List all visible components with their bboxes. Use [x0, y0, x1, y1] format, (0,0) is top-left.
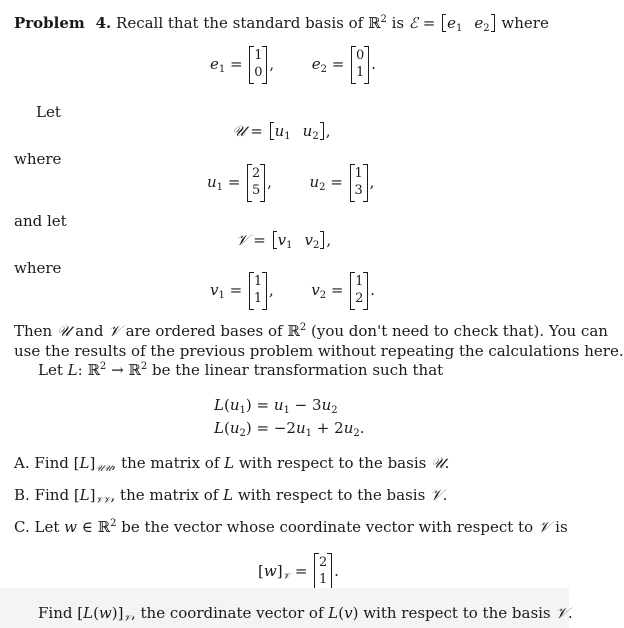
- paragraph-line-2: use the results of the previous problem without repeating the calculations here.: [14, 342, 624, 360]
- v2-column-vector: 1 2: [350, 272, 368, 310]
- word-where-1: where: [14, 150, 62, 168]
- basis-V-definition: 𝒱 = $v_1$ $v_2$ ,: [236, 231, 332, 251]
- word-where-2: where: [14, 259, 62, 277]
- u1-column-vector: 2 5: [247, 164, 265, 202]
- part-c: C. Let w ∈ ℝ$^2$ be the vector whose coordinate vector with respect to 𝒱 is: [14, 518, 568, 536]
- problem-intro: Recall that the standard basis of: [116, 14, 364, 32]
- paragraph-line-1: Then 𝒰 and 𝒱 are ordered bases of ℝ$^2$ (you don't need to check that). You can: [14, 322, 608, 340]
- equation-L-u2: $L(u_2) = -2u_1 + 2u_2$.: [214, 419, 365, 439]
- e1-column-vector: 1 0: [249, 46, 267, 84]
- problem-heading-line: [14, 14, 549, 32]
- basis-E: ℰ: [408, 14, 418, 32]
- u-vectors: $u_1$ = 2 5 , $u_2$ = 1 3 ,: [207, 164, 374, 202]
- w-column-vector: 2 1: [314, 553, 332, 591]
- words-and-let: and let: [14, 212, 67, 230]
- word-let: Let: [36, 103, 61, 121]
- part-b: B. Find $[L]_{𝒱𝒱}$, the matrix of L with respect to the basis 𝒱.: [14, 486, 448, 506]
- v-vectors: $v_1$ = 1 1 , $v_2$ = 1 2 .: [210, 272, 375, 310]
- part-c-final: Find $[L(w)]_𝒱$, the coordinate vector of L(v) with respect to the basis 𝒱.: [38, 604, 573, 624]
- row-matrix-E: $e_1$ $e_2$: [442, 14, 495, 32]
- u2-column-vector: 1 3: [350, 164, 368, 202]
- e2-column-vector: 0 1: [351, 46, 369, 84]
- superscript: 2: [380, 14, 387, 25]
- word-where: where: [501, 14, 549, 32]
- v1-column-vector: 1 1: [249, 272, 267, 310]
- problem-number: 4.: [95, 14, 112, 32]
- w-coordinate-vector: $[w]_𝒱$ = 2 1 .: [258, 553, 339, 591]
- standard-basis-vectors: $e_1$ = 1 0 , $e_2$ = 0 1 .: [210, 46, 376, 84]
- equals: =: [422, 14, 436, 32]
- part-a: A. Find $[L]_{𝒰𝒰}$, the matrix of L with respect to the basis 𝒰.: [14, 454, 450, 474]
- real-symbol: ℝ: [367, 14, 381, 32]
- basis-U-definition: 𝒰 = $u_1$ $u_2$ ,: [232, 122, 331, 142]
- paragraph-line-3: Let L: ℝ$^2$ → ℝ$^2$ be the linear transformation such that: [38, 361, 444, 379]
- word-is: is: [391, 14, 405, 32]
- equation-L-u1: $L(u_1) = u_1 - 3u_2$: [214, 396, 338, 416]
- problem-label: Problem: [14, 14, 85, 32]
